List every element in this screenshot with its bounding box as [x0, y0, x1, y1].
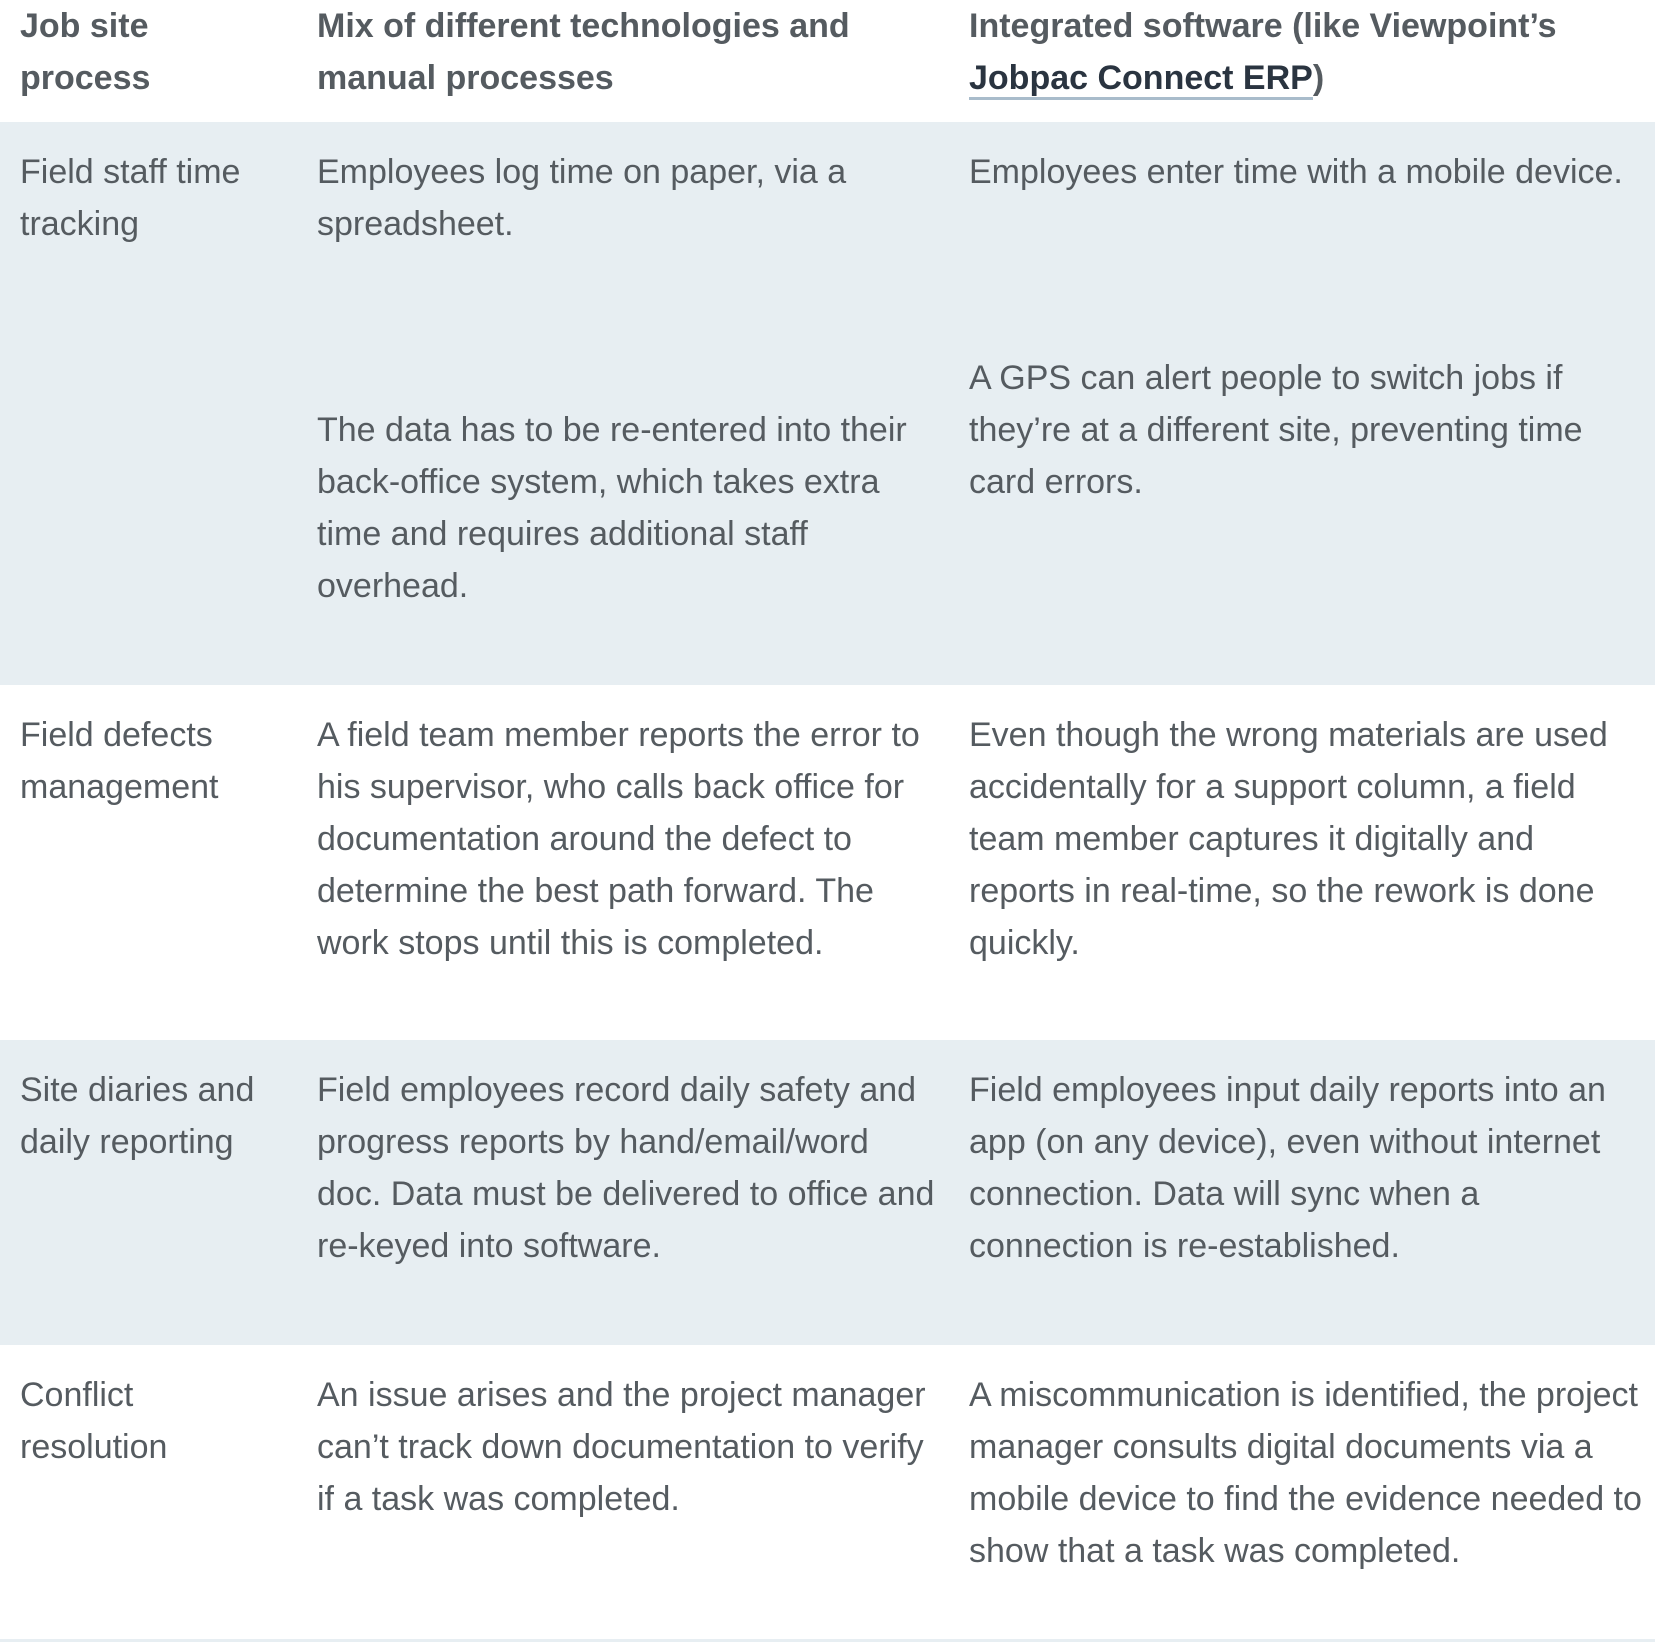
manual-cell — [297, 122, 949, 685]
jobpac-connect-erp-link[interactable]: Jobpac Connect ERP — [969, 59, 1313, 100]
header-integrated-prefix: Integrated software (like Viewpoint’s — [969, 7, 1557, 45]
integrated-paragraph: Field employees input daily reports into an app (on any device), even without internet connection. Data will sync when a connection is re-established. — [969, 1071, 1606, 1265]
table-row — [0, 122, 1655, 685]
manual-paragraph: An issue arises and the project manager can’t track down documentation to verify if a task was completed. — [317, 1376, 926, 1518]
manual-paragraph: Field employees record daily safety and progress reports by hand/email/word doc. Data must be delivered to office and re-keyed into software. — [317, 1071, 935, 1265]
integrated-paragraph: Employees enter time with a mobile device. — [969, 153, 1623, 191]
process-cell: Field staff time tracking — [20, 153, 241, 243]
integrated-cell — [949, 1345, 1655, 1639]
header-job-site-process: Job site process — [20, 7, 151, 97]
integrated-cell — [949, 1040, 1655, 1345]
header-integrated-suffix: ) — [1312, 59, 1325, 97]
manual-paragraph: A field team member reports the error to his supervisor, who calls back office for documentation around the defect to determine the best path forward. The work stops until this is completed. — [317, 716, 920, 962]
manual-cell — [297, 1345, 949, 1639]
process-cell: Conflict resolution — [20, 1376, 168, 1466]
integrated-paragraph: A GPS can alert people to switch jobs if they’re at a different site, preventing time card errors. — [969, 359, 1583, 501]
integrated-paragraph: A miscommunication is identified, the project manager consults digital documents via a mobile device to find the evidence needed to show that a task was completed. — [969, 1376, 1642, 1570]
integrated-cell — [949, 122, 1655, 685]
table-header-row — [0, 0, 1655, 122]
table-row — [0, 685, 1655, 1040]
integrated-paragraph: Even though the wrong materials are used accidentally for a support column, a field team member captures it digitally and reports in real-time, so the rework is done quickly. — [969, 716, 1608, 962]
manual-cell — [297, 1040, 949, 1345]
header-mixed-technologies: Mix of different technologies and manual processes — [317, 7, 850, 97]
header-integrated-software — [949, 0, 1655, 122]
integrated-cell — [949, 685, 1655, 1040]
manual-paragraph: The data has to be re-entered into their back-office system, which takes extra time and requires additional staff overhead. — [317, 411, 907, 605]
manual-paragraph: Employees log time on paper, via a spreadsheet. — [317, 153, 847, 243]
process-cell: Field defects management — [20, 716, 219, 806]
table-row — [0, 1040, 1655, 1345]
table-row — [0, 1345, 1655, 1642]
manual-cell — [297, 685, 949, 1040]
process-cell: Site diaries and daily reporting — [20, 1071, 255, 1161]
